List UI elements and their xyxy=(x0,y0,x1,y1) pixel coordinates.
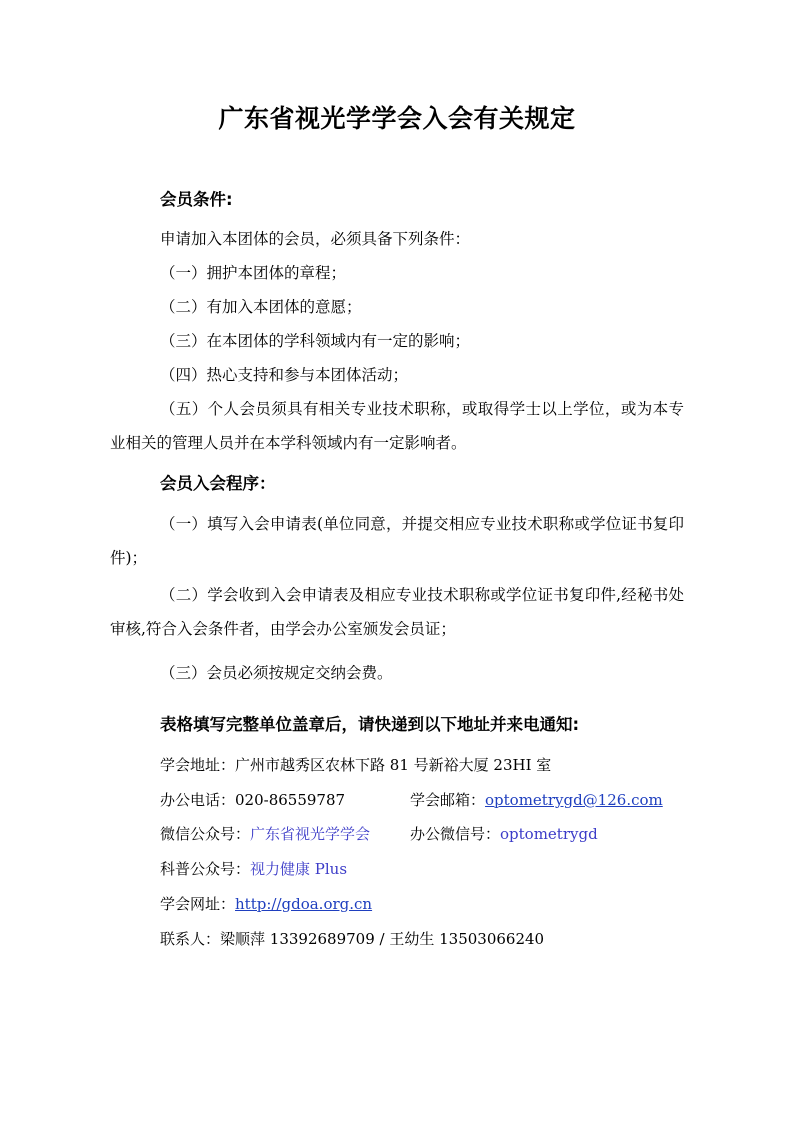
wechat-public-label: 微信公众号： xyxy=(160,825,251,843)
email-link[interactable]: optometrygd@126.com xyxy=(485,791,663,809)
contacts-label: 联系人： xyxy=(160,930,221,948)
condition-item-4: （四）热心支持和参与本团体活动； xyxy=(160,366,409,384)
condition-item-5: （五）个人会员须具有相关专业技术职称，或取得学士以上学位，或为本专业相关的管理人员并在本学科领域内有一定影响者。 xyxy=(110,400,684,452)
procedure-item-2: （二）学会收到入会申请表及相应专业技术职称或学位证书复印件,经秘书处审核,符合入会条件者，由学会办公室颁发会员证； xyxy=(110,586,684,638)
website-label: 学会网址： xyxy=(160,895,236,913)
website-row xyxy=(160,892,372,916)
procedure-item-3: （三）会员必须按规定交纳会费。 xyxy=(160,664,393,682)
science-public-row xyxy=(160,857,347,881)
condition-item-3: （三）在本团体的学科领域内有一定的影响； xyxy=(160,332,471,350)
phone-value: 020-86559787 xyxy=(235,791,346,809)
condition-item-2: （二）有加入本团体的意愿； xyxy=(160,298,362,316)
phone-label: 办公电话： xyxy=(160,791,236,809)
contacts-value: 梁顺萍 13392689709 / 王幼生 13503066240 xyxy=(220,930,545,948)
address-row xyxy=(160,753,551,777)
phone-row xyxy=(160,788,345,812)
conditions-heading: 会员条件: xyxy=(160,190,233,209)
website-link[interactable]: http://gdoa.org.cn xyxy=(235,895,373,913)
email-row xyxy=(410,788,663,812)
contacts-row xyxy=(160,927,544,951)
wechat-office-row xyxy=(410,822,598,846)
wechat-office-value: optometrygd xyxy=(500,825,598,843)
email-label: 学会邮箱： xyxy=(410,791,486,809)
wechat-office-label: 办公微信号： xyxy=(410,825,501,843)
science-public-label: 科普公众号： xyxy=(160,860,251,878)
address-label: 学会地址： xyxy=(160,756,236,774)
procedure-item-1: （一）填写入会申请表(单位同意，并提交相应专业技术职称或学位证书复印件)； xyxy=(110,515,684,567)
wechat-public-value: 广东省视光学学会 xyxy=(250,825,371,843)
procedure-heading: 会员入会程序： xyxy=(160,474,276,493)
wechat-public-row xyxy=(160,822,370,846)
address-value: 广州市越秀区农林下路 81 号新裕大厦 23HI 室 xyxy=(235,756,552,774)
contact-heading: 表格填写完整单位盖章后，请快递到以下地址并来电通知: xyxy=(160,715,580,734)
science-public-value: 视力健康 Plus xyxy=(250,860,348,878)
condition-item-1: （一）拥护本团体的章程； xyxy=(160,264,347,282)
conditions-intro: 申请加入本团体的会员，必须具备下列条件： xyxy=(160,230,471,248)
page-title: 广东省视光学学会入会有关规定 xyxy=(218,104,576,133)
